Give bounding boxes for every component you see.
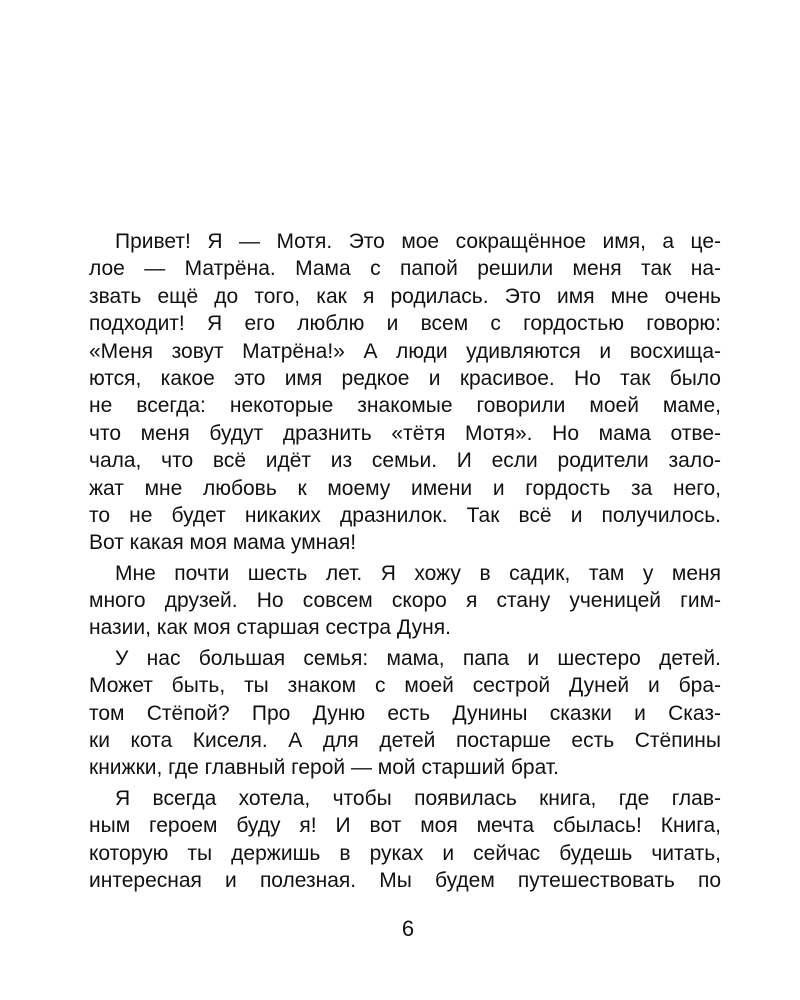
text-line: Вот какая моя мама умная!: [89, 531, 357, 555]
text-line: чала, что всё идёт из семьи. И если родители зало-: [89, 449, 721, 473]
text-line: книжки, где главный герой — мой старший брат.: [89, 756, 559, 780]
text-line: Может быть, ты знаком с моей сестрой Дуней и бра-: [89, 674, 721, 698]
text-line: «Меня зовут Матрёна!» А люди удивляются и восхища-: [89, 339, 721, 363]
text-line: У нас большая семья: мама, папа и шестеро детей.: [115, 646, 721, 670]
page-number: 6: [401, 916, 415, 941]
text-line: назии, как моя старшая сестра Дуня.: [89, 616, 451, 640]
text-line: ки кота Киселя. А для детей постарше есть Стёпины: [89, 729, 721, 753]
text-line: что меня будут дразнить «тётя Мотя». Но мама отве-: [89, 421, 721, 445]
page-body-text: [89, 228, 721, 894]
paragraph-age: [89, 560, 721, 642]
paragraph-dream: [89, 785, 721, 895]
text-line: жат мне любовь к моему имени и гордость за него,: [89, 476, 721, 500]
paragraph-family: [89, 645, 721, 782]
text-line: Я всегда хотела, чтобы появилась книга, где глав-: [115, 786, 721, 810]
text-line: много друзей. Но совсем скоро я стану ученицей гим-: [89, 589, 721, 613]
text-line: звать ещё до того, как я родилась. Это имя мне очень: [89, 284, 721, 308]
text-line: которую ты держишь в руках и сейчас будешь читать,: [89, 841, 721, 865]
text-line: то не будет никаких дразнилок. Так всё и получилось.: [89, 503, 721, 527]
text-line: лое — Матрёна. Мама с папой решили меня так на-: [89, 257, 721, 281]
paragraph-intro: [89, 228, 721, 557]
text-line: Мне почти шесть лет. Я хожу в садик, там у меня: [115, 561, 721, 585]
text-line: Привет! Я — Мотя. Это мое сокращённое имя, а це-: [115, 230, 721, 253]
text-line: интересная и полезная. Мы будем путешествовать по: [89, 868, 721, 892]
text-line: ются, какое это имя редкое и красивое. Но так было: [89, 366, 721, 390]
text-line: ным героем буду я! И вот моя мечта сбылась! Книга,: [89, 814, 721, 838]
text-line: подходит! Я его люблю и всем с гордостью говорю:: [89, 312, 721, 336]
text-line: не всегда: некоторые знакомые говорили моей маме,: [89, 394, 721, 418]
text-line: том Стёпой? Про Дуню есть Дунины сказки и Сказ-: [89, 701, 721, 725]
